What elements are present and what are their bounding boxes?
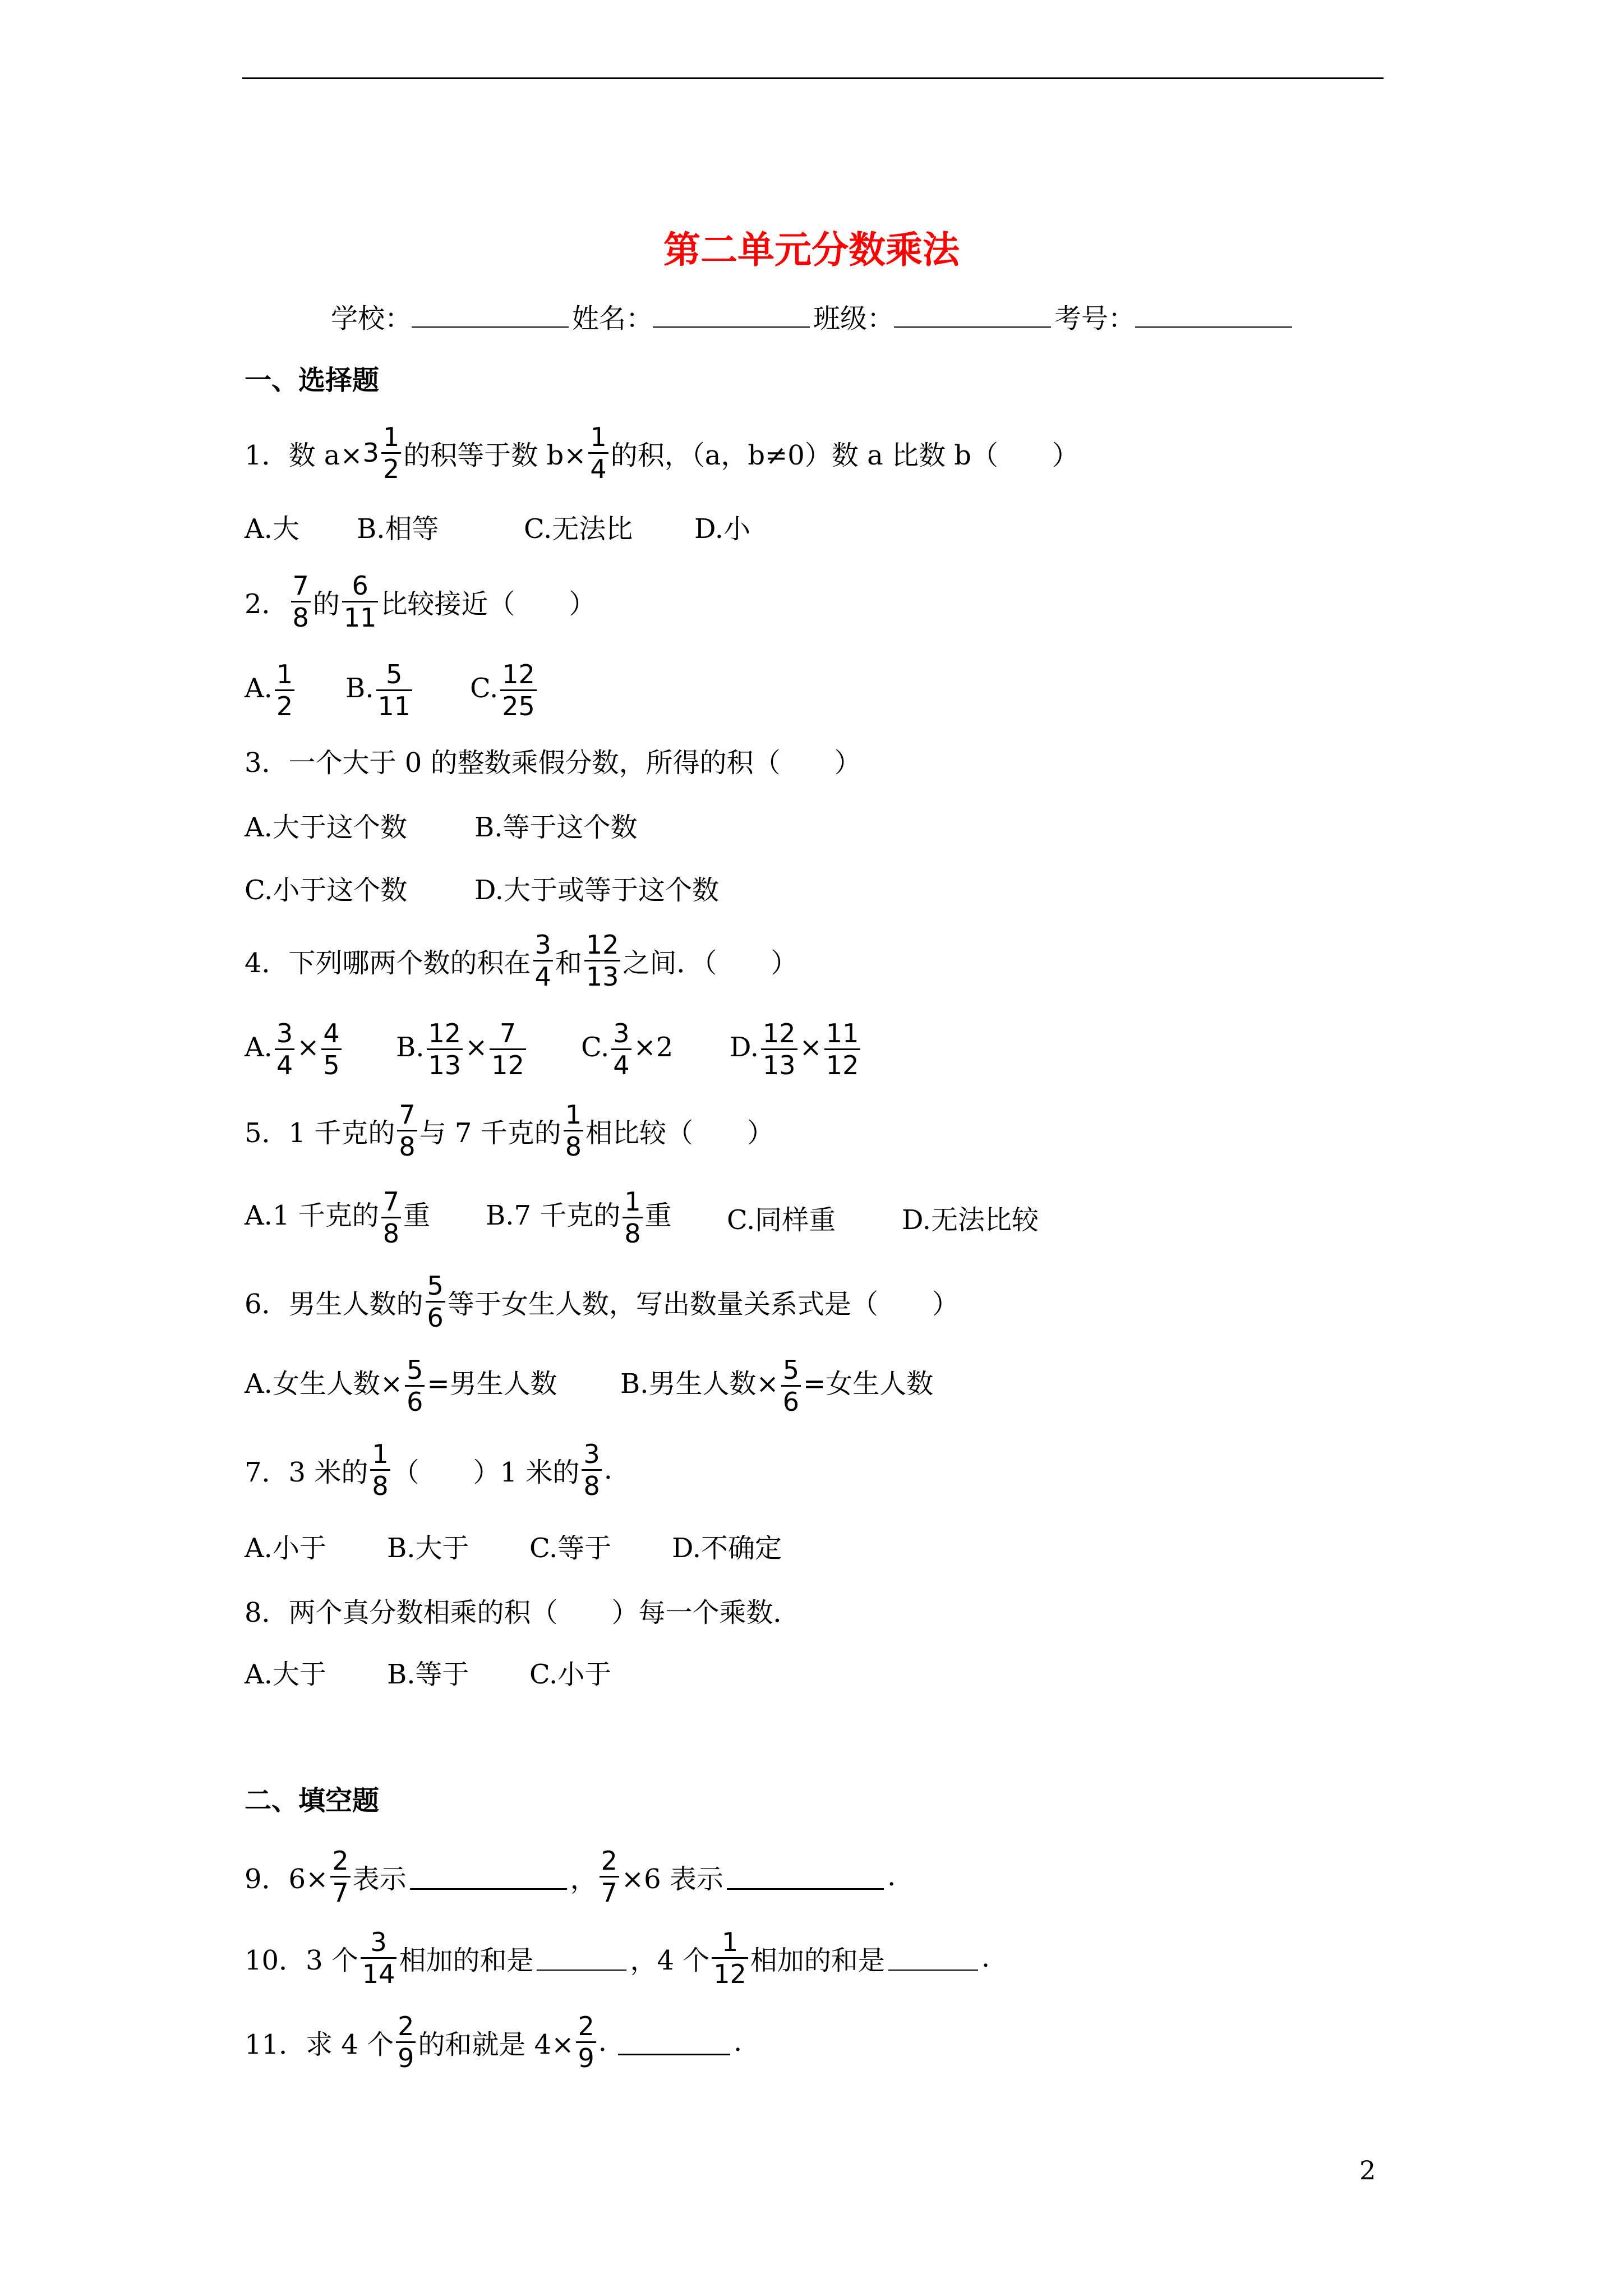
q7-options bbox=[245, 1520, 782, 1571]
q8-option-c[interactable]: C.小于 bbox=[529, 1658, 612, 1690]
q2-number: 2． bbox=[245, 588, 289, 620]
q10-fraction-2: $\frac{1}{12}$ bbox=[712, 1927, 748, 1989]
q3-options-row-1 bbox=[245, 799, 638, 850]
q9-text: 9．6× bbox=[245, 1863, 329, 1895]
q3-option-a[interactable]: A.大于这个数 bbox=[245, 811, 407, 843]
q5-option-b[interactable]: B.7 千克的 $\frac{1}{8}$ 重 bbox=[486, 1186, 672, 1249]
q3-option-c[interactable]: C.小于这个数 bbox=[245, 874, 408, 906]
q1-options bbox=[245, 501, 750, 551]
q10-blank-1[interactable] bbox=[537, 1945, 626, 1971]
q5-fraction-2: $\frac{1}{8}$ bbox=[564, 1099, 583, 1162]
q9-fraction-1: $\frac{2}{7}$ bbox=[330, 1846, 350, 1908]
q4-fraction-2: $\frac{12}{13}$ bbox=[584, 930, 621, 992]
q7-fraction-2: $\frac{3}{8}$ bbox=[582, 1439, 601, 1501]
q8-option-b[interactable]: B.等于 bbox=[387, 1658, 469, 1690]
q10-text-mid2: 相加的和是 bbox=[750, 1944, 885, 1976]
class-field[interactable] bbox=[894, 304, 1051, 328]
q10-text-post: . bbox=[981, 1942, 990, 1973]
q3-option-d[interactable]: D.大于或等于这个数 bbox=[474, 874, 720, 906]
q1-mixed-number bbox=[363, 422, 404, 484]
q9-blank-2[interactable] bbox=[727, 1864, 884, 1890]
q9-blank-1[interactable] bbox=[410, 1864, 567, 1890]
q2-option-a[interactable]: A. $\frac{1}{2}$ bbox=[245, 659, 345, 721]
question-9 bbox=[245, 1843, 896, 1910]
q8-options bbox=[245, 1646, 611, 1697]
q9-text-post: . bbox=[887, 1861, 896, 1892]
q4-option-d[interactable]: D. $\frac{12}{13}$ × $\frac{11}{12}$ bbox=[730, 1018, 863, 1080]
q7-option-d[interactable]: D.不确定 bbox=[672, 1532, 782, 1564]
q11-fraction-2: $\frac{2}{9}$ bbox=[576, 2011, 596, 2073]
q7-fraction-1: $\frac{1}{8}$ bbox=[370, 1439, 390, 1501]
q2-fraction-1: $\frac{7}{8}$ bbox=[291, 570, 311, 633]
q4-text-mid: 和 bbox=[555, 947, 582, 979]
q5-fraction-1: $\frac{7}{8}$ bbox=[397, 1099, 417, 1162]
q4-fraction-1: $\frac{3}{4}$ bbox=[533, 930, 553, 992]
name-field[interactable] bbox=[653, 304, 810, 328]
q4-option-a[interactable]: A. $\frac{3}{4}$ × $\frac{4}{5}$ bbox=[245, 1018, 396, 1080]
q1-option-c[interactable]: C.无法比 bbox=[524, 513, 633, 545]
q7-text-post: . bbox=[603, 1454, 612, 1485]
q10-text-mid: 相加的和是 bbox=[399, 1944, 534, 1976]
q11-text: 11．求 4 个 bbox=[245, 2028, 394, 2060]
q1-text-post: 的积，（a，b≠0）数 a 比数 b（ ） bbox=[610, 439, 1079, 471]
q7-option-b[interactable]: B.大于 bbox=[387, 1532, 469, 1564]
name-label: 姓名： bbox=[572, 302, 653, 334]
question-10 bbox=[245, 1924, 990, 1991]
q6-option-a[interactable]: A.女生人数× $\frac{5}{6}$ =男生人数 bbox=[245, 1354, 557, 1417]
q7-option-c[interactable]: C.等于 bbox=[529, 1532, 612, 1564]
q4-options bbox=[245, 1015, 863, 1083]
number-label: 考号： bbox=[1054, 302, 1136, 334]
q5-options bbox=[245, 1184, 1039, 1251]
student-info-line bbox=[331, 291, 1295, 341]
question-7 bbox=[245, 1436, 612, 1503]
q4-option-b[interactable]: B. $\frac{12}{13}$ × $\frac{7}{12}$ bbox=[396, 1018, 581, 1080]
q11-text-mid: 的和就是 4× bbox=[418, 2028, 574, 2060]
q3-options-row-2 bbox=[245, 862, 719, 913]
question-11 bbox=[245, 2008, 742, 2076]
q8-option-a[interactable]: A.大于 bbox=[245, 1658, 326, 1690]
q11-text-mid2: . bbox=[598, 2026, 607, 2058]
question-4 bbox=[245, 927, 797, 994]
q10-text: 10．3 个 bbox=[245, 1944, 358, 1976]
q1-text-mid: 的积等于数 b× bbox=[403, 439, 587, 471]
q1-option-d[interactable]: D.小 bbox=[694, 513, 751, 545]
q3-option-b[interactable]: B.等于这个数 bbox=[474, 811, 638, 843]
q5-text-post: 相比较（ ） bbox=[585, 1117, 774, 1149]
q5-text: 5．1 千克的 bbox=[245, 1117, 395, 1149]
header-rule bbox=[242, 77, 1384, 79]
q5-option-a[interactable]: A.1 千克的 $\frac{7}{8}$ 重 bbox=[245, 1186, 431, 1249]
q1-text: 1．数 a× bbox=[245, 439, 363, 471]
q7-option-a[interactable]: A.小于 bbox=[245, 1532, 326, 1564]
q10-comma: ，4 个 bbox=[630, 1944, 710, 1976]
q4-text: 4．下列哪两个数的积在 bbox=[245, 947, 531, 979]
q6-option-b[interactable]: B.男生人数× $\frac{5}{6}$ =女生人数 bbox=[620, 1354, 934, 1417]
q2-options bbox=[245, 656, 539, 724]
q2-fraction-2: $\frac{6}{11}$ bbox=[342, 570, 379, 633]
q6-fraction: $\frac{5}{6}$ bbox=[426, 1271, 445, 1333]
q11-blank[interactable] bbox=[618, 2029, 730, 2055]
section-heading-choice: 一、选择题 bbox=[245, 364, 380, 396]
question-8: 8．两个真分数相乘的积（ ）每一个乘数． bbox=[245, 1596, 800, 1628]
q4-text-post: 之间．（ ） bbox=[623, 947, 798, 979]
q2-text-post: 比较接近（ ） bbox=[380, 588, 596, 620]
q9-text-mid: 表示 bbox=[352, 1863, 407, 1895]
q7-text: 7．3 米的 bbox=[245, 1456, 368, 1488]
q1-fraction-1: $\frac{1}{2}$ bbox=[381, 422, 401, 484]
q5-option-c[interactable]: C.同样重 bbox=[727, 1204, 836, 1236]
q9-text-mid2: ×6 表示 bbox=[621, 1863, 723, 1895]
page-title: 第二单元分数乘法 bbox=[663, 228, 960, 272]
q2-option-c[interactable]: C. $\frac{12}{25}$ bbox=[470, 659, 539, 721]
q1-whole: 3 bbox=[362, 438, 379, 468]
school-field[interactable] bbox=[412, 304, 569, 328]
section-heading-fill: 二、填空题 bbox=[245, 1784, 380, 1816]
q4-option-c[interactable]: C. $\frac{3}{4}$ ×2 bbox=[581, 1018, 674, 1080]
class-label: 班级： bbox=[813, 302, 895, 334]
q10-blank-2[interactable] bbox=[888, 1945, 978, 1971]
question-5 bbox=[245, 1097, 774, 1164]
q6-text: 6．男生人数的 bbox=[245, 1288, 423, 1320]
q11-text-post: . bbox=[734, 2026, 743, 2058]
question-6 bbox=[245, 1268, 959, 1335]
q2-text-mid: 的 bbox=[312, 588, 340, 620]
q1-option-b[interactable]: B.相等 bbox=[357, 513, 439, 545]
q7-text-mid: （ ）1 米的 bbox=[392, 1456, 580, 1488]
q6-options bbox=[245, 1352, 933, 1419]
q6-text-post: 等于女生人数，写出数量关系式是（ ） bbox=[447, 1288, 959, 1320]
number-field[interactable] bbox=[1135, 304, 1292, 328]
question-2 bbox=[245, 568, 596, 635]
school-label: 学校： bbox=[331, 302, 412, 334]
q10-fraction-1: $\frac{3}{14}$ bbox=[361, 1927, 397, 1989]
q11-fraction-1: $\frac{2}{9}$ bbox=[396, 2011, 416, 2073]
q1-option-a[interactable]: A.大 bbox=[245, 513, 299, 545]
question-3: 3．一个大于 0 的整数乘假分数，所得的积（ ） bbox=[245, 747, 861, 779]
q2-option-b[interactable]: B. $\frac{5}{11}$ bbox=[345, 659, 470, 721]
q9-fraction-2: $\frac{2}{7}$ bbox=[600, 1846, 619, 1908]
q5-option-d[interactable]: D.无法比较 bbox=[902, 1204, 1039, 1236]
q5-text-mid: 与 7 千克的 bbox=[419, 1117, 561, 1149]
question-1 bbox=[245, 422, 1079, 484]
q9-comma: ， bbox=[570, 1863, 597, 1895]
page-number: 2 bbox=[1359, 2155, 1376, 2185]
q1-fraction-2: $\frac{1}{4}$ bbox=[588, 422, 608, 484]
